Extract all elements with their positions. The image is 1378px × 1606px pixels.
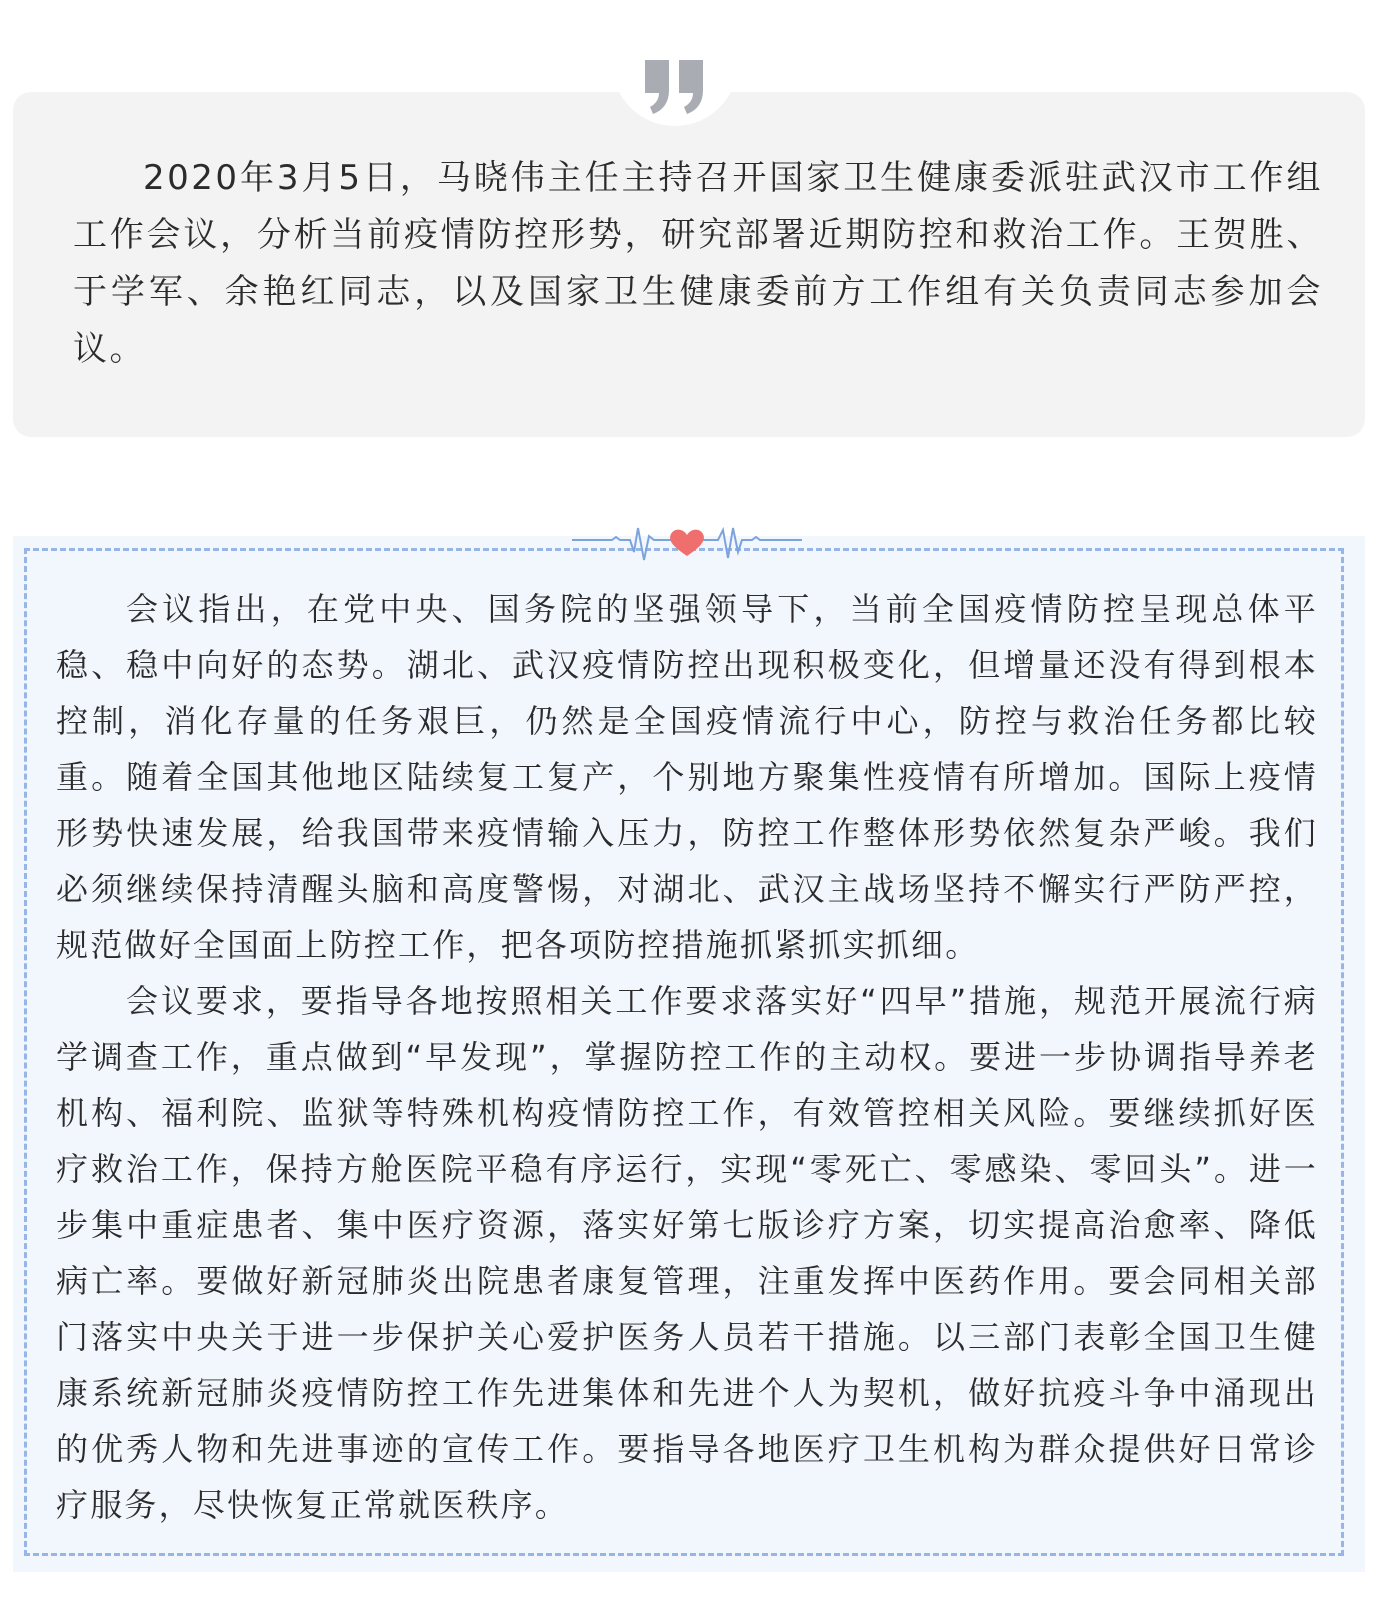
paragraph-meeting-notes: 会议指出，在党中央、国务院的坚强领导下，当前全国疫情防控呈现总体平稳、稳中向好的态势。湖北、武汉疫情防控出现积极变化，但增量还没有得到根本控制，消化存量的任务艰巨，仍然是全国疫情流行中心，防控与救治任务都比较重。随着全国其他地区陆续复工复产，个别地方聚集性疫情有所增加。国际上疫情形势快速发展，给我国带来疫情输入压力，防控工作整体形势依然复杂严峻。我们必须继续保持清醒头脑和高度警惕，对湖北、武汉主战场坚持不懈实行严防严控，规范做好全国面上防控工作，把各项防控措施抓紧抓实抓细。 bbox=[56, 590, 1318, 964]
quote-card bbox=[13, 92, 1365, 437]
paragraph-meeting-requirements: 会议要求，要指导各地按照相关工作要求落实好“四早”措施，规范开展流行病学调查工作，重点做到“早发现”，掌握防控工作的主动权。要进一步协调指导养老机构、福利院、监狱等特殊机构疫情防控工作，有效管控相关风险。要继续抓好医疗救治工作，保持方舱医院平稳有序运行，实现“零死亡、零感染、零回头”。进一步集中重症患者、集中医疗资源，落实好第七版诊疗方案，切实提高治愈率、降低病亡率。要做好新冠肺炎出院患者康复管理，注重发挥中医药作用。要会同相关部门落实中央关于进一步保护关心爱护医务人员若干措施。以三部门表彰全国卫生健康系统新冠肺炎疫情防控工作先进集体和先进个人为契机，做好抗疫斗争中涌现出的优秀人物和先进事迹的宣传工作。要指导各地医疗卫生机构为群众提供好日常诊疗服务，尽快恢复正常就医秩序。 bbox=[56, 982, 1318, 1524]
main-body bbox=[56, 581, 1318, 1533]
quote-mark-icon bbox=[643, 60, 707, 114]
heartbeat-heart-icon bbox=[572, 526, 802, 566]
quote-badge bbox=[612, 0, 738, 126]
quote-text: 2020年3月5日，马晓伟主任主持召开国家卫生健康委派驻武汉市工作组工作会议，分析当前疫情防控形势，研究部署近期防控和救治工作。王贺胜、于学军、余艳红同志，以及国家卫生健康委前方工作组有关负责同志参加会议。 bbox=[73, 158, 1323, 369]
